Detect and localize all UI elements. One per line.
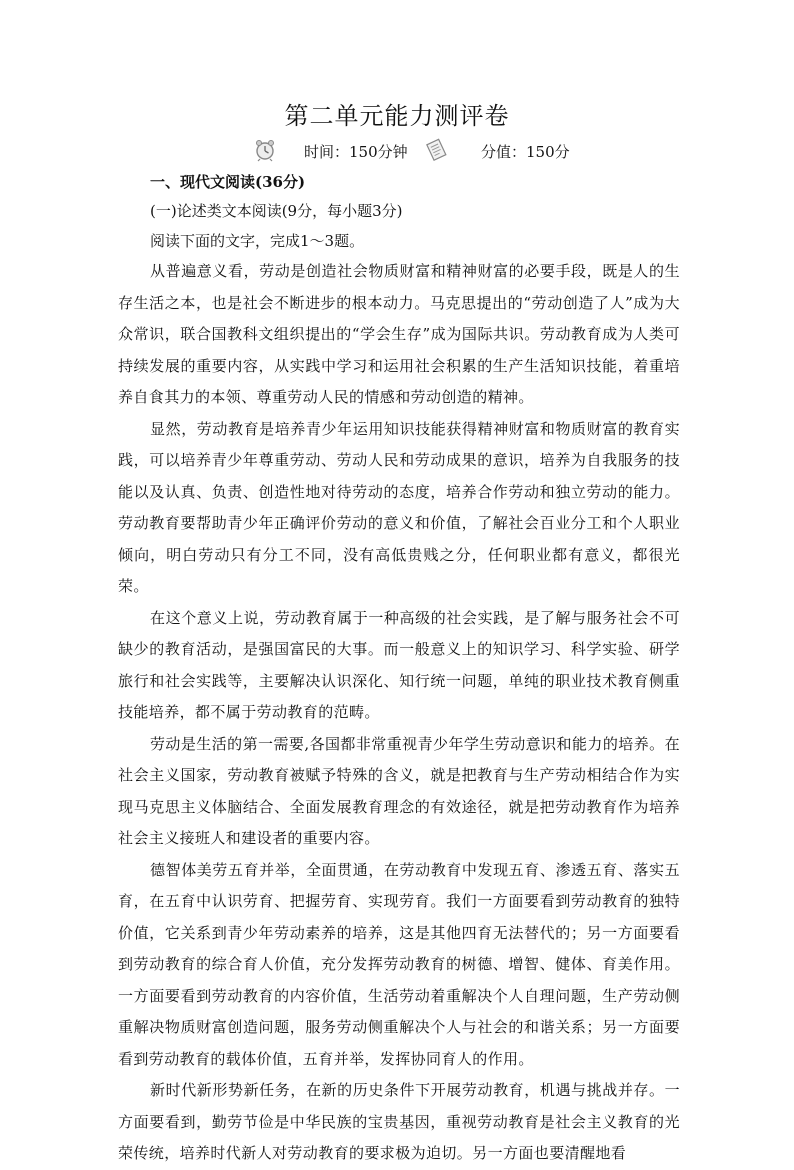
test-paper-icon — [425, 138, 449, 162]
time-limit: 时间：150分钟 — [304, 143, 408, 161]
reading-instruction: 阅读下面的文字，完成1～3题。 — [150, 232, 365, 250]
total-score: 分值：150分 — [481, 143, 570, 161]
section-heading: 一、现代文阅读(36分) — [150, 173, 306, 191]
paragraph: 劳动是生活的第一需要,各国都非常重视青少年学生劳动意识和能力的培养。在社会主义国家，劳动教育被赋予特殊的含义，就是把教育与生产劳动相结合作为实现马克思主义体脑结合、全面发展教育理念的有效途径，就是把劳动教育作为培养社会主义接班人和建设者的重要内容。 — [118, 734, 680, 847]
exam-meta — [0, 138, 794, 164]
paragraph: 从普遍意义看，劳动是创造社会物质财富和精神财富的必要手段，既是人的生存生活之本，也是社会不断进步的根本动力。马克思提出的“劳动创造了人”成为大众常识，联合国教科文组织提出的“学会生存”成为国际共识。劳动教育成为人类可持续发展的重要内容，从实践中学习和运用社会积累的生产生活知识技能，着重培养自食其力的本领、尊重劳动人民的情感和劳动创造的精神。 — [118, 262, 680, 406]
alarm-clock-icon — [253, 138, 277, 162]
paragraph: 在这个意义上说，劳动教育属于一种高级的社会实践，是了解与服务社会不可缺少的教育活动，是强国富民的大事。而一般意义上的知识学习、科学实验、研学旅行和社会实践等，主要解决认识深化、知行统一问题，单纯的职业技术教育侧重技能培养，都不属于劳动教育的范畴。 — [118, 608, 680, 721]
paragraph: 显然，劳动教育是培养青少年运用知识技能获得精神财富和物质财富的教育实践，可以培养青少年尊重劳动、劳动人民和劳动成果的意识，培养为自我服务的技能以及认真、负责、创造性地对待劳动的态度，培养合作劳动和独立劳动的能力。劳动教育要帮助青少年正确评价劳动的意义和价值，了解社会百业分工和个人职业倾向，明白劳动只有分工不同，没有高低贵贱之分，任何职业都有意义，都很光荣。 — [118, 419, 680, 595]
paragraph: 德智体美劳五育并举，全面贯通，在劳动教育中发现五育、渗透五育、落实五育，在五育中认识劳育、把握劳育、实现劳育。我们一方面要看到劳动教育的独特价值，它关系到青少年劳动素养的培养，这是其他四育无法替代的；另一方面要看到劳动教育的综合育人价值，充分发挥劳动教育的树德、增智、健体、育美作用。一方面要看到劳动教育的内容价值，生活劳动着重解决个人自理问题，生产劳动侧重解决物质财富创造问题，服务劳动侧重解决个人与社会的和谐关系；另一方面要看到劳动教育的载体价值，五育并举，发挥协同育人的作用。 — [118, 860, 680, 1068]
document-body — [118, 168, 680, 1170]
subsection-heading: (一)论述类文本阅读(9分，每小题3分) — [150, 202, 403, 220]
page-title: 第二单元能力测评卷 — [284, 102, 510, 130]
paragraph: 新时代新形势新任务，在新的历史条件下开展劳动教育，机遇与挑战并存。一方面要看到，勤劳节俭是中华民族的宝贵基因，重视劳动教育是社会主义教育的光荣传统，培养时代新人对劳动教育的要求极为迫切。另一方面也要清醒地看 — [118, 1081, 680, 1162]
